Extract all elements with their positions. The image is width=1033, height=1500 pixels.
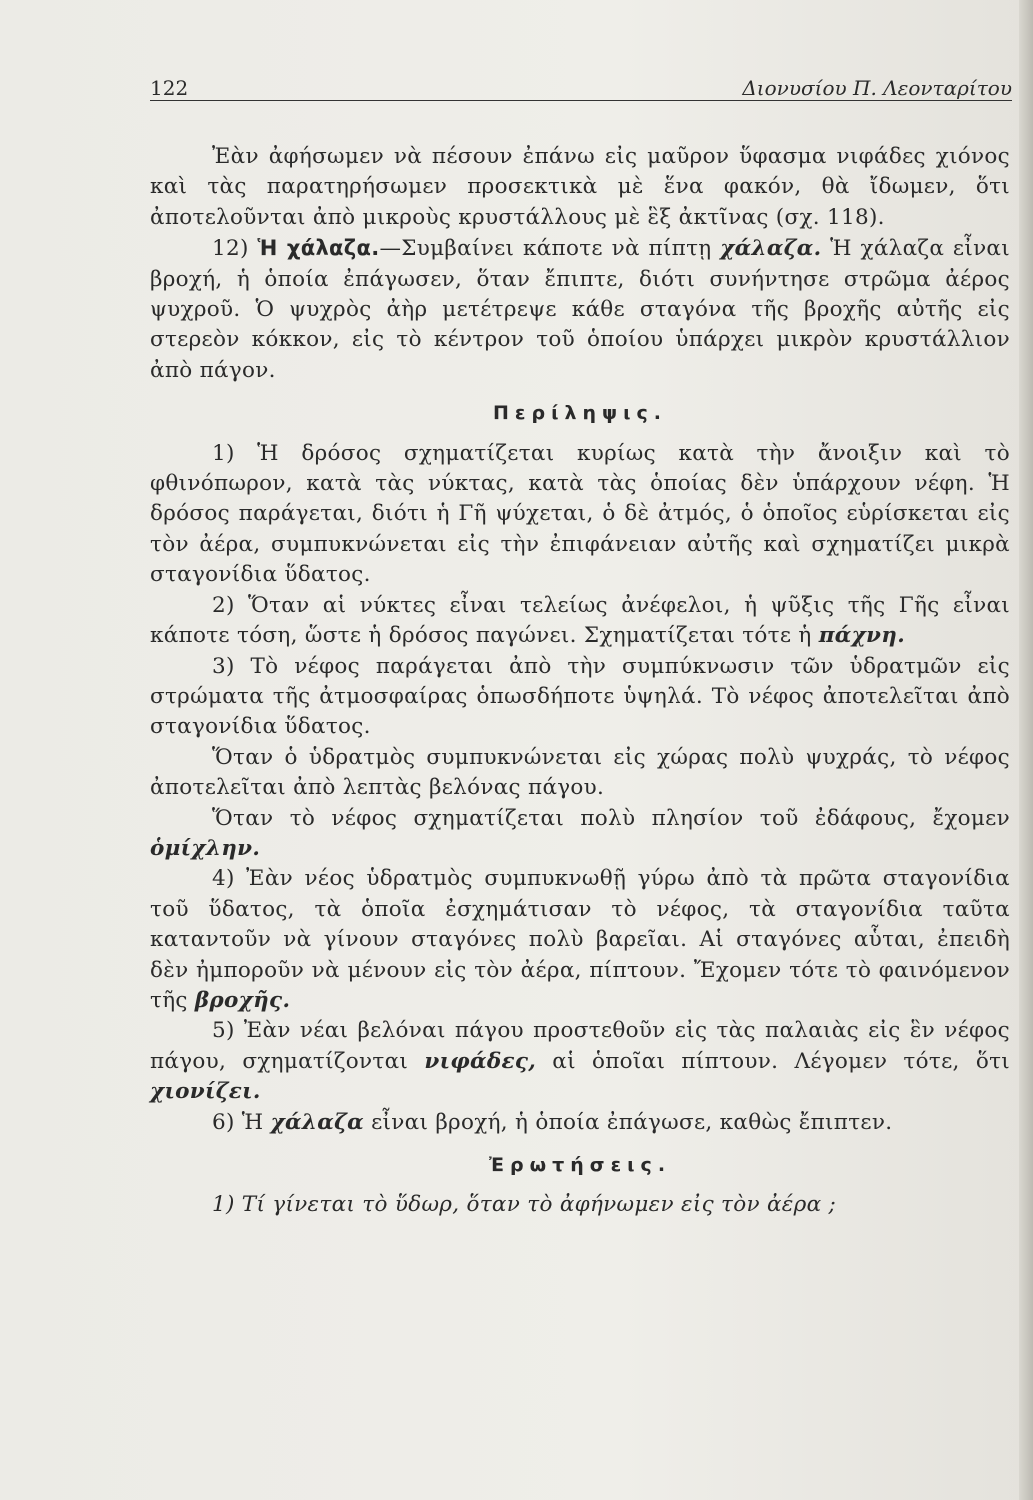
paragraph-text: 2) Ὅταν αἱ νύκτες εἶναι τελείως ἀνέφελοι, ἡ ψῦξις τῆς Γῆς εἶναι κάποτε τόση, ὥστε ἡ δρόσος παγώνει. Σχηματίζεται τότε ἡ (150, 592, 1010, 649)
page-body (150, 142, 1010, 1221)
paragraph-text: —Συμβαίνει κάποτε νὰ πίπτῃ (379, 236, 721, 262)
paragraph-text: 6) Ἡ (212, 1109, 271, 1135)
page-header (150, 72, 1012, 102)
page-edge (1019, 0, 1033, 1500)
paragraph-hail (150, 233, 1010, 386)
term-fog: ὁμίχλην. (150, 835, 261, 861)
summary-item-2 (150, 591, 1010, 652)
header-rule (150, 100, 1012, 101)
questions-heading: Ἐρωτήσεις. (488, 1154, 672, 1176)
paragraph-text: 4) Ἐὰν νέος ὑδρατμὸς συμπυκνωθῇ γύρω ἀπὸ τὰ πρῶτα σταγονίδια τοῦ ὕδατος, τὰ ὁποῖα ἐσχημάτισαν τὸ νέφος, τὰ σταγονίδια ταῦτα καταντοῦν νὰ γίνουν σταγόνες πολὺ βαρεῖαι. Αἱ σταγόνες αὗται, ἐπειδὴ δὲν ἠμποροῦν νὰ μένουν εἰς τὸν ἀέρα, πίπτουν. Ἔχομεν τότε τὸ φαινόμενον τῆς (150, 866, 1010, 1013)
term-hail-2: χάλαζα (270, 1109, 364, 1135)
paragraph-snowflakes: Ἐὰν ἀφήσωμεν νὰ πέσουν ἐπάνω εἰς μαῦρον ὕφασμα νιφάδες χιόνος καὶ τὰς παρατηρήσωμεν προσεκτικὰ μὲ ἕνα φακόν, θὰ ἴδωμεν, ὅτι ἀποτελοῦνται ἀπὸ μικροὺς κρυστάλλους μὲ ἓξ ἀκτῖνας (σχ. 118). (150, 144, 1010, 230)
summary-item-1: 1) Ἡ δρόσος σχηματίζεται κυρίως κατὰ τὴν ἄνοιξιν καὶ τὸ φθινόπωρον, κατὰ τὰς νύκτας, κατὰ τὰς ὁποίας δὲν ὑπάρχουν νέφη. Ἡ δρόσος παράγεται, διότι ἡ Γῆ ψύχεται, ὁ δὲ ἀτμός, ὁ ὁποῖος εὑρίσκεται εἰς τὸν ἀέρα, συμπυκνώνεται εἰς τὴν ἐπιφάνειαν αὐτῆς καὶ σχηματίζει μικρὰ σταγονίδια ὕδατος. (150, 440, 1010, 588)
paragraph-text: αἱ ὁποῖαι πίπτουν. Λέγομεν τότε, ὅτι (536, 1048, 1010, 1074)
question-1: 1) Τί γίνεται τὸ ὕδωρ, ὅταν τὸ ἀφήνωμεν εἰς τὸν ἀέρα ; (212, 1192, 837, 1218)
paragraph-text: 5) Ἐὰν νέαι βελόναι πάγου προστεθοῦν εἰς τὰς παλαιὰς εἰς ἓν νέφος πάγου, σχηματίζονται (150, 1018, 1010, 1074)
term-hail: χάλαζα. (720, 236, 822, 262)
term-rain: βροχῆς. (194, 987, 291, 1013)
term-frost: πάχνη. (818, 623, 905, 649)
paragraph-text: Ὅταν τὸ νέφος σχηματίζεται πολὺ πλησίον τοῦ ἐδάφους, ἔχομεν (212, 805, 1010, 831)
summary-item-5 (150, 1016, 1010, 1107)
summary-item-3b: Ὅταν ὁ ὑδρατμὸς συμπυκνώνεται εἰς χώρας πολὺ ψυχράς, τὸ νέφος ἀποτελεῖται ἀπὸ λεπτὰς βελόνας πάγου. (150, 744, 1010, 801)
section-number: 12) (212, 236, 258, 262)
running-title: Διονυσίου Π. Λεονταρίτου (742, 76, 1012, 100)
summary-heading: Περίληψις. (493, 402, 667, 425)
section-heading-hail: Ἡ χάλαζα. (257, 236, 380, 261)
term-snowing: χιονίζει. (150, 1079, 261, 1105)
term-snowflakes: νιφάδες, (424, 1048, 537, 1074)
summary-item-3: 3) Τὸ νέφος παράγεται ἀπὸ τὴν συμπύκνωσιν τῶν ὑδρατμῶν εἰς στρώματα τῆς ἀτμοσφαίρας ὁπωσδήποτε ὑψηλά. Τὸ νέφος ἀποτελεῖται ἀπὸ σταγονίδια ὕδατος. (150, 653, 1010, 740)
summary-item-4 (150, 864, 1010, 1016)
summary-item-6 (150, 1108, 1010, 1138)
summary-item-3c (150, 804, 1010, 865)
paragraph-text: εἶναι βροχή, ἡ ὁποία ἐπάγωσε, καθὼς ἔπιπτεν. (363, 1109, 893, 1135)
paragraph-text: Ἡ χάλαζα εἶναι βροχή, ἡ ὁποία ἐπάγωσεν, ὅταν ἔπιπτε, διότι συνήντησε στρῶμα ἀέρος ψυχροῦ. Ὁ ψυχρὸς ἀὴρ μετέτρεψε κάθε σταγόνα τῆς βροχῆς αὐτῆς εἰς στερεὸν κόκκον, εἰς τὸ κέντρον τοῦ ὁποίου ὑπάρχει μικρὸν κρυστάλλιον ἀπὸ πάγον. (150, 236, 1010, 383)
page-number: 122 (150, 76, 189, 100)
